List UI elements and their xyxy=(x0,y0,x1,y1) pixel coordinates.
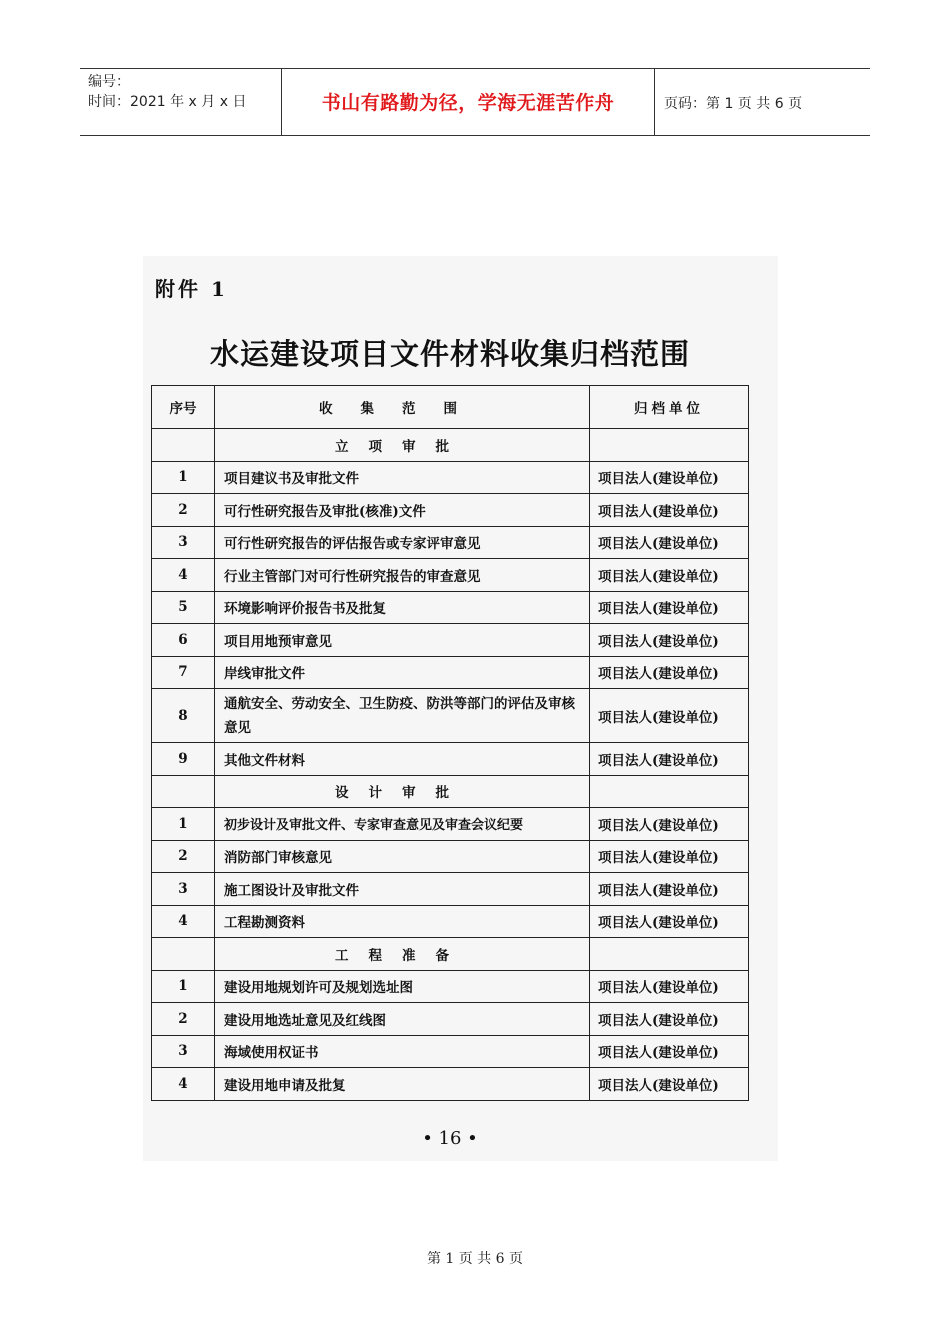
row-number: 8 xyxy=(152,689,215,743)
row-number: 4 xyxy=(152,1068,215,1101)
row-number: 1 xyxy=(152,461,215,494)
row-unit: 项目法人(建设单位) xyxy=(590,689,749,743)
table-row xyxy=(152,689,749,743)
table-row xyxy=(152,461,749,494)
table-row xyxy=(152,1035,749,1068)
table-row xyxy=(152,559,749,592)
column-header-scope: 收集范围 xyxy=(215,386,590,429)
row-scope: 可行性研究报告的评估报告或专家评审意见 xyxy=(215,526,590,559)
row-unit: 项目法人(建设单位) xyxy=(590,559,749,592)
row-scope: 消防部门审核意见 xyxy=(215,840,590,873)
row-number: 7 xyxy=(152,656,215,689)
table-row xyxy=(152,1068,749,1101)
document-title: 水运建设项目文件材料收集归档范围 xyxy=(209,337,690,371)
section-row xyxy=(152,429,749,462)
row-number: 1 xyxy=(152,808,215,841)
column-header-unit: 归档单位 xyxy=(590,386,749,429)
row-unit: 项目法人(建设单位) xyxy=(590,526,749,559)
row-unit: 项目法人(建设单位) xyxy=(590,840,749,873)
row-scope: 工程勘测资料 xyxy=(215,905,590,938)
row-unit: 项目法人(建设单位) xyxy=(590,494,749,527)
section-title: 立项审批 xyxy=(215,429,590,462)
row-unit: 项目法人(建设单位) xyxy=(590,1035,749,1068)
table-row xyxy=(152,624,749,657)
row-scope: 建设用地选址意见及红线图 xyxy=(215,1003,590,1036)
table-row xyxy=(152,840,749,873)
row-number: 4 xyxy=(152,905,215,938)
row-scope: 项目用地预审意见 xyxy=(215,624,590,657)
header-motto: 书山有路勤为径，学海无涯苦作舟 xyxy=(321,92,615,114)
scan-page-number: • 16 • xyxy=(422,1128,478,1149)
row-scope: 初步设计及审批文件、专家审查意见及审查会议纪要 xyxy=(215,808,590,841)
section-row xyxy=(152,775,749,808)
table-row xyxy=(152,873,749,906)
row-scope xyxy=(215,689,590,743)
table-row xyxy=(152,494,749,527)
header-page-code: 页码：第 1 页 共 6 页 xyxy=(664,96,803,112)
row-unit: 项目法人(建设单位) xyxy=(590,743,749,776)
row-unit: 项目法人(建设单位) xyxy=(590,905,749,938)
row-number: 1 xyxy=(152,970,215,1003)
table-row xyxy=(152,1003,749,1036)
row-number: 5 xyxy=(152,591,215,624)
row-scope: 项目建议书及审批文件 xyxy=(215,461,590,494)
row-unit: 项目法人(建设单位) xyxy=(590,624,749,657)
row-scope: 可行性研究报告及审批(核准)文件 xyxy=(215,494,590,527)
section-title: 设计审批 xyxy=(215,775,590,808)
row-number: 4 xyxy=(152,559,215,592)
row-unit: 项目法人(建设单位) xyxy=(590,1003,749,1036)
row-unit: 项目法人(建设单位) xyxy=(590,591,749,624)
header-meta xyxy=(88,72,278,112)
table-row xyxy=(152,526,749,559)
row-scope: 岸线审批文件 xyxy=(215,656,590,689)
row-scope: 行业主管部门对可行性研究报告的审查意见 xyxy=(215,559,590,592)
row-number: 2 xyxy=(152,1003,215,1036)
row-scope: 建设用地申请及批复 xyxy=(215,1068,590,1101)
row-scope: 其他文件材料 xyxy=(215,743,590,776)
row-number: 3 xyxy=(152,1035,215,1068)
row-unit: 项目法人(建设单位) xyxy=(590,808,749,841)
row-unit: 项目法人(建设单位) xyxy=(590,1068,749,1101)
row-unit: 项目法人(建设单位) xyxy=(590,970,749,1003)
archive-scope-table xyxy=(151,385,749,1101)
row-number: 3 xyxy=(152,526,215,559)
row-number: 3 xyxy=(152,873,215,906)
table-row xyxy=(152,970,749,1003)
row-scope: 环境影响评价报告书及批复 xyxy=(215,591,590,624)
footer-page-indicator: 第 1 页 共 6 页 xyxy=(426,1251,524,1267)
table-row xyxy=(152,743,749,776)
row-number: 2 xyxy=(152,840,215,873)
section-row xyxy=(152,938,749,971)
header-divider xyxy=(654,68,655,135)
row-scope: 海域使用权证书 xyxy=(215,1035,590,1068)
number-label: 编号： xyxy=(88,74,130,90)
row-scope: 建设用地规划许可及规划选址图 xyxy=(215,970,590,1003)
row-number: 2 xyxy=(152,494,215,527)
table-row xyxy=(152,591,749,624)
row-scope-text: 通航安全、劳动安全、卫生防疫、防洪等部门的评估及审核意见 xyxy=(224,695,575,736)
table-row xyxy=(152,905,749,938)
header-bottom-rule xyxy=(80,135,870,136)
annex-label: 附件 1 xyxy=(155,277,228,301)
row-number: 9 xyxy=(152,743,215,776)
row-unit: 项目法人(建设单位) xyxy=(590,461,749,494)
row-unit: 项目法人(建设单位) xyxy=(590,873,749,906)
row-number: 6 xyxy=(152,624,215,657)
row-unit: 项目法人(建设单位) xyxy=(590,656,749,689)
time-label: 时间：2021 年 x 月 x 日 xyxy=(88,94,247,110)
row-scope: 施工图设计及审批文件 xyxy=(215,873,590,906)
section-title: 工程准备 xyxy=(215,938,590,971)
column-header-no: 序号 xyxy=(152,386,215,429)
table-row xyxy=(152,808,749,841)
table-row xyxy=(152,656,749,689)
